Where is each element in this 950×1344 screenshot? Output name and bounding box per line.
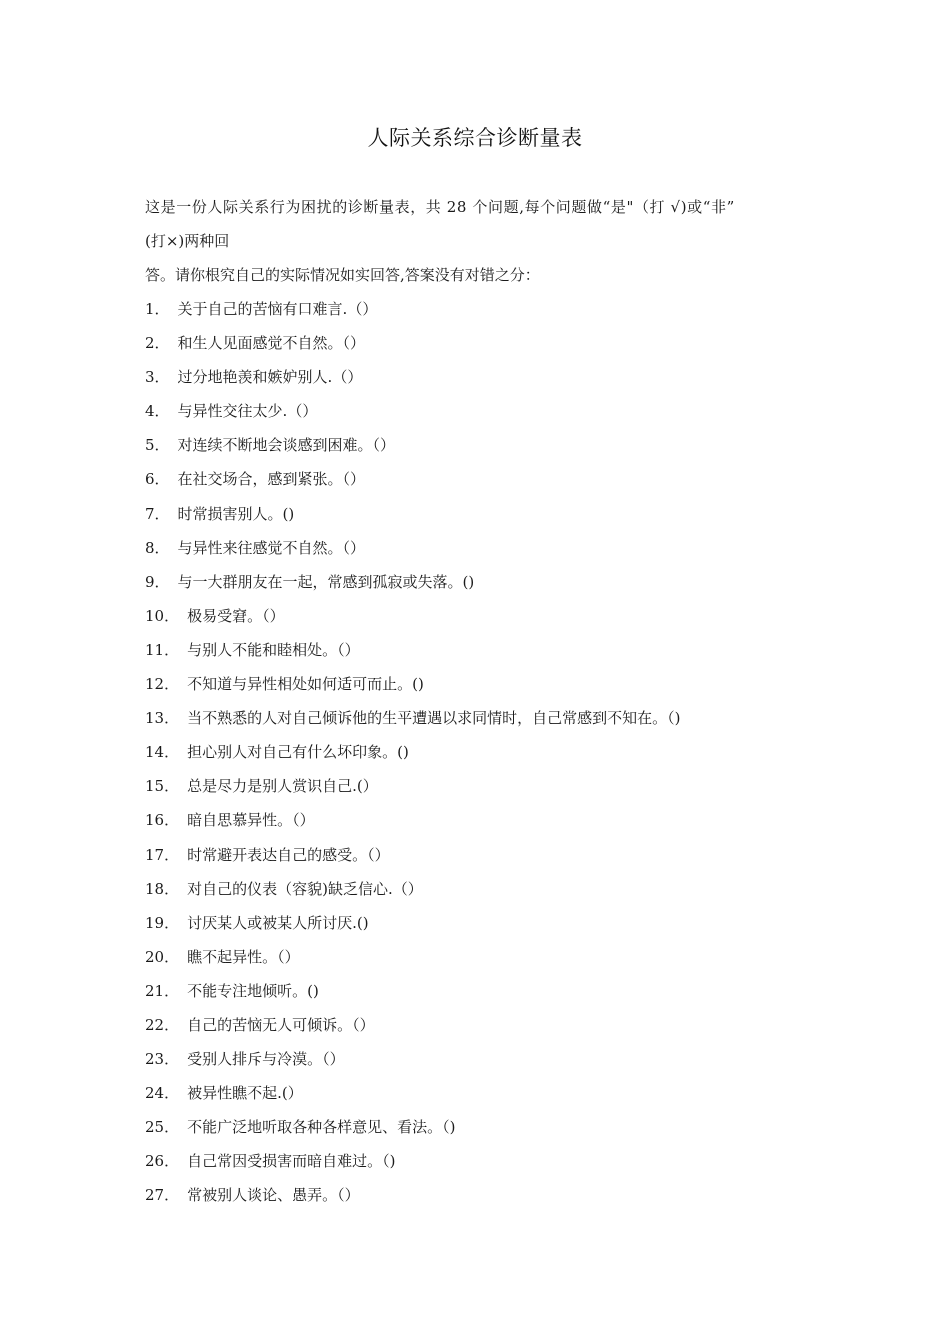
question-text: 关于自己的苦恼有口难言.（）: [177, 300, 378, 318]
intro-line-2: (打×)两种回: [145, 232, 230, 250]
question-text: 不能广泛地听取各种各样意见、看法。（): [187, 1118, 456, 1137]
intro-line-1: 这是一份人际关系行为困扰的诊断量表，共 28 个问题,每个问题做“是"（打 √)或“非”: [145, 198, 735, 216]
question-item: [145, 809, 815, 843]
question-item: [145, 298, 815, 332]
question-number: 6．: [145, 470, 170, 489]
question-text: 担心别人对自己有什么坏印象。(): [187, 743, 409, 762]
question-number: 26．: [145, 1152, 180, 1171]
question-number: 14．: [145, 743, 180, 762]
question-item: [145, 878, 815, 912]
question-item: [145, 468, 815, 502]
question-item: [145, 912, 815, 946]
question-number: 17．: [145, 845, 180, 864]
question-text: 过分地艳羡和嫉妒别人.（）: [177, 368, 363, 387]
question-number: 13．: [145, 709, 180, 728]
question-number: 21．: [145, 981, 180, 1000]
question-text: 自己的苦恼无人可倾诉。（）: [187, 1015, 375, 1034]
document-body: [145, 196, 815, 1219]
question-item: [145, 946, 815, 980]
question-text: 被异性瞧不起.(）: [187, 1084, 303, 1103]
question-text: 自己常因受损害而暗自难过。（): [187, 1152, 396, 1171]
question-number: 11．: [145, 640, 180, 659]
question-item: [145, 332, 815, 366]
question-number: 27．: [145, 1186, 180, 1205]
question-text: 时常避开表达自己的感受。（）: [187, 845, 390, 864]
question-list: [145, 298, 815, 1219]
question-item: [145, 537, 815, 571]
question-text: 时常损害别人。(): [177, 504, 295, 523]
question-number: 18．: [145, 879, 180, 898]
question-number: 24．: [145, 1084, 180, 1103]
question-text: 与别人不能和睦相处。（）: [187, 640, 360, 659]
question-text: 对连续不断地会谈感到困难。（）: [177, 436, 396, 455]
question-text: 和生人见面感觉不自然。（）: [177, 334, 366, 353]
question-item: [145, 1048, 815, 1082]
question-text: 讨厌某人或被某人所讨厌.(): [187, 913, 369, 932]
question-number: 10．: [145, 606, 180, 625]
question-item: [145, 605, 815, 639]
question-number: 20．: [145, 947, 180, 966]
question-text: 总是尽力是别人赏识自己.(）: [187, 777, 378, 796]
question-text: 不能专注地倾听。(): [187, 981, 319, 1000]
question-item: [145, 673, 815, 707]
question-item: [145, 639, 815, 673]
question-item: [145, 775, 815, 809]
question-item: [145, 844, 815, 878]
question-number: 1．: [145, 300, 170, 318]
question-number: 12．: [145, 675, 180, 694]
question-text: 与异性交往太少.（）: [177, 402, 318, 421]
question-item: [145, 503, 815, 537]
question-text: 当不熟悉的人对自己倾诉他的生平遭遇以求同情时，自己常感到不知在。（): [187, 709, 681, 728]
question-text: 在社交场合，感到紧张。（）: [177, 470, 366, 489]
question-item: [145, 707, 815, 741]
question-item: [145, 1150, 815, 1184]
question-number: 4．: [145, 402, 170, 421]
question-text: 与异性来往感觉不自然。（）: [177, 538, 366, 557]
question-item: [145, 571, 815, 605]
question-item: [145, 741, 815, 775]
question-item: [145, 434, 815, 468]
question-text: 极易受窘。（）: [187, 606, 285, 625]
page-title: 人际关系综合诊断量表: [367, 126, 583, 150]
question-number: 15．: [145, 777, 180, 796]
question-number: 23．: [145, 1050, 180, 1069]
question-text: 与一大群朋友在一起，常感到孤寂或失落。(): [177, 572, 475, 591]
question-number: 7．: [145, 504, 170, 523]
question-text: 不知道与异性相处如何适可而止。(): [187, 675, 424, 694]
question-number: 3．: [145, 368, 170, 387]
question-text: 暗自思慕异性。（）: [187, 811, 315, 830]
question-item: [145, 1082, 815, 1116]
question-item: [145, 980, 815, 1014]
question-number: 22．: [145, 1015, 180, 1034]
question-item: [145, 366, 815, 400]
question-number: 2．: [145, 334, 170, 353]
question-number: 8．: [145, 538, 170, 557]
question-text: 受别人排斥与冷漠。（）: [187, 1050, 345, 1069]
question-text: 常被别人谈论、愚弄。（）: [187, 1186, 360, 1205]
question-text: 瞧不起异性。（）: [187, 947, 300, 966]
intro-line-3: 答。请你根究自己的实际情况如实回答,答案没有对错之分：: [145, 266, 540, 284]
question-item: [145, 1116, 815, 1150]
question-item: [145, 1184, 815, 1218]
question-number: 9．: [145, 572, 170, 591]
question-item: [145, 1014, 815, 1048]
question-item: [145, 400, 815, 434]
question-number: 19．: [145, 913, 180, 932]
question-text: 对自己的仪表（容貌)缺乏信心.（）: [187, 879, 423, 898]
question-number: 25．: [145, 1118, 180, 1137]
question-number: 16．: [145, 811, 180, 830]
question-number: 5．: [145, 436, 170, 455]
